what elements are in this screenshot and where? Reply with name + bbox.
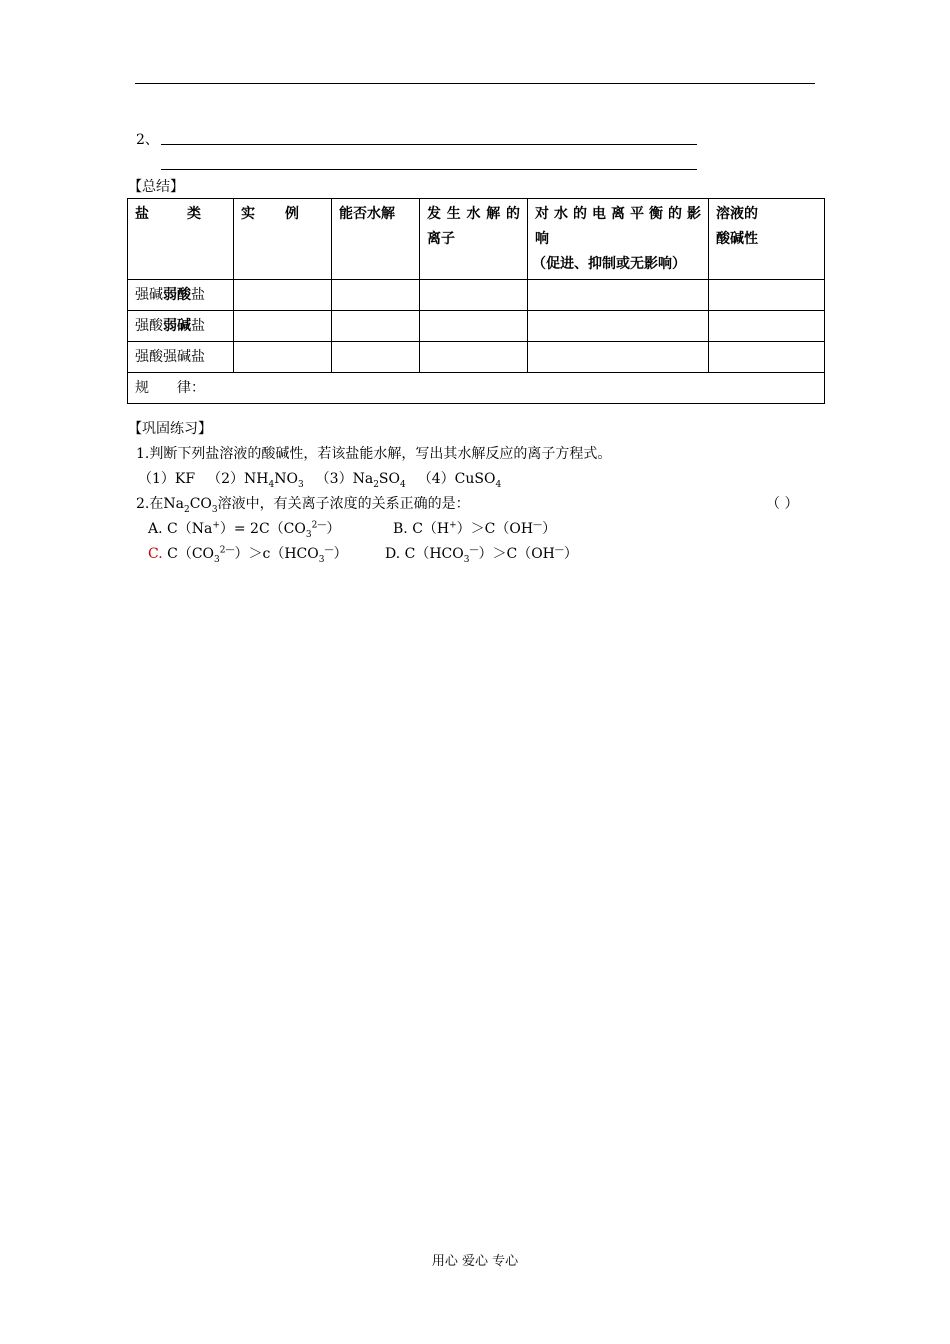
summary-table (127, 198, 825, 404)
row-label-strong-acid-weak-base: 强酸弱碱盐 (128, 311, 234, 342)
table-row (128, 342, 825, 373)
row-label-strong-base-weak-acid: 强碱弱酸盐 (128, 280, 234, 311)
option-d: D. $C(HCO_3^—)>C(OH^—)$ (385, 545, 578, 565)
summary-title: 【总结】 (128, 179, 184, 195)
practice-question-1-options: （1）KF $(2)NH_4NO_3$ $(3)Na_2SO_4$ （4）CuSO$_4$ (138, 471, 502, 490)
answer-bracket[interactable]: （ ） (766, 496, 799, 512)
rule-row (128, 373, 825, 404)
cell-acidity[interactable] (709, 280, 825, 311)
cell-hydrolysis[interactable] (332, 311, 420, 342)
option-b: B. C（H+）＞C（OH—） (393, 520, 557, 537)
header-example: 实 例 (234, 199, 332, 280)
cell-ions[interactable] (420, 280, 528, 311)
cell-example[interactable] (234, 342, 332, 373)
table-row (128, 311, 825, 342)
practice-question-2: 2.在$Na_2CO_3$溶液中，有关离子浓度的关系正确的是： (136, 496, 470, 515)
table-row (128, 280, 825, 311)
cell-effect[interactable] (528, 280, 709, 311)
summary-header-row (128, 199, 825, 280)
answer-line-1 (161, 144, 697, 145)
header-acidity: 溶液的 酸碱性 (709, 199, 825, 280)
option-a: A. $C(Na^+)= 2C(CO_3^{2—})$ (148, 520, 341, 540)
header-effect: 对水的电离平衡的影 响 （促进、抑制或无影响） (528, 199, 709, 280)
practice-question-1: 1.判断下列盐溶液的酸碱性，若该盐能水解，写出其水解反应的离子方程式。 (136, 446, 612, 462)
cell-example[interactable] (234, 311, 332, 342)
header-ions: 发生水解的 离子 (420, 199, 528, 280)
cell-hydrolysis[interactable] (332, 280, 420, 311)
answer-line-2 (161, 169, 697, 170)
option-c-label: C. (148, 546, 163, 562)
cell-effect[interactable] (528, 342, 709, 373)
page-footer: 用心 爱心 专心 (431, 1254, 519, 1269)
row-label-strong-acid-strong-base: 强酸强碱盐 (128, 342, 234, 373)
question-2-number: 2、 (136, 132, 159, 148)
header-hydrolysis: 能否水解 (332, 199, 420, 280)
cell-acidity[interactable] (709, 311, 825, 342)
cell-ions[interactable] (420, 311, 528, 342)
option-c: C. $C(CO_3^{2—})>c(HCO_3^—)$ (148, 545, 348, 565)
rule-cell[interactable]: 规 律： (128, 373, 825, 404)
cell-example[interactable] (234, 280, 332, 311)
header-salt-type: 盐 类 (128, 199, 234, 280)
cell-hydrolysis[interactable] (332, 342, 420, 373)
practice-title: 【巩固练习】 (128, 421, 212, 437)
cell-acidity[interactable] (709, 342, 825, 373)
header-rule (135, 83, 815, 84)
cell-ions[interactable] (420, 342, 528, 373)
cell-effect[interactable] (528, 311, 709, 342)
